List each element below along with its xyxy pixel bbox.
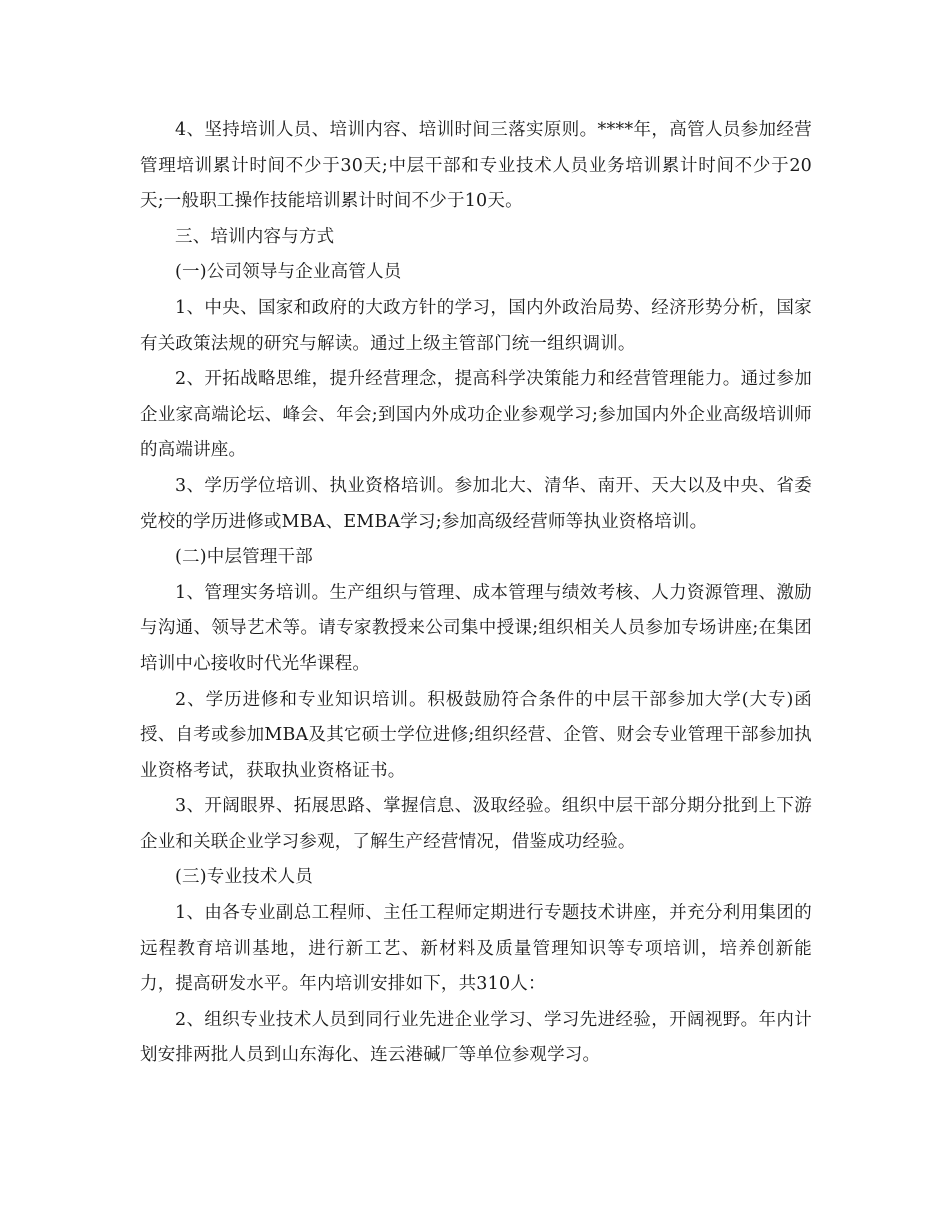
paragraph-training-time-principle: 4、坚持培训人员、培训内容、培训时间三落实原则。****年，高管人员参加经营管理培训累计时间不少于30天;中层干部和专业技术人员业务培训累计时间不少于20天;一般职工操作技能培训累计时间不少于10天。 — [140, 120, 812, 212]
paragraph-executive-item-3: 3、学历学位培训、执业资格培训。参加北大、清华、南开、天大以及中央、省委党校的学历进修或MBA、EMBA学习;参加高级经营师等执业资格培训。 — [140, 475, 812, 532]
paragraph-middle-item-2: 2、学历进修和专业知识培训。积极鼓励符合条件的中层干部参加大学(大专)函授、自考或参加MBA及其它硕士学位进修;组织经营、企管、财会专业管理干部参加执业资格考试，获取执业资格证书。 — [140, 689, 812, 781]
subsection-heading-senior-executives: (一)公司领导与企业高管人员 — [175, 262, 402, 283]
paragraph-executive-item-1: 1、中央、国家和政府的大政方针的学习，国内外政治局势、经济形势分析，国家有关政策法规的研究与解读。通过上级主管部门统一组织调训。 — [140, 297, 812, 354]
document-body — [140, 113, 812, 1074]
paragraph-technical-item-1: 1、由各专业副总工程师、主任工程师定期进行专题技术讲座，并充分利用集团的远程教育培训基地，进行新工艺、新材料及质量管理知识等专项培训，培养创新能力，提高研发水平。年内培训安排如下，共310人： — [140, 903, 812, 995]
paragraph-middle-item-1: 1、管理实务培训。生产组织与管理、成本管理与绩效考核、人力资源管理、激励与沟通、领导艺术等。请专家教授来公司集中授课;组织相关人员参加专场讲座;在集团培训中心接收时代光华课程。 — [140, 582, 812, 674]
paragraph-middle-item-3: 3、开阔眼界、拓展思路、掌握信息、汲取经验。组织中层干部分期分批到上下游企业和关联企业学习参观，了解生产经营情况，借鉴成功经验。 — [140, 796, 812, 852]
subsection-heading-technical-staff: (三)专业技术人员 — [175, 867, 313, 888]
section-heading-content-and-methods: 三、培训内容与方式 — [175, 226, 335, 247]
paragraph-executive-item-2: 2、开拓战略思维，提升经营理念，提高科学决策能力和经营管理能力。通过参加企业家高端论坛、峰会、年会;到国内外成功企业参观学习;参加国内外企业高级培训师的高端讲座。 — [140, 369, 812, 461]
paragraph-technical-item-2: 2、组织专业技术人员到同行业先进企业学习、学习先进经验，开阔视野。年内计划安排两批人员到山东海化、连云港碱厂等单位参观学习。 — [140, 1009, 812, 1066]
subsection-heading-middle-management: (二)中层管理干部 — [175, 547, 313, 568]
